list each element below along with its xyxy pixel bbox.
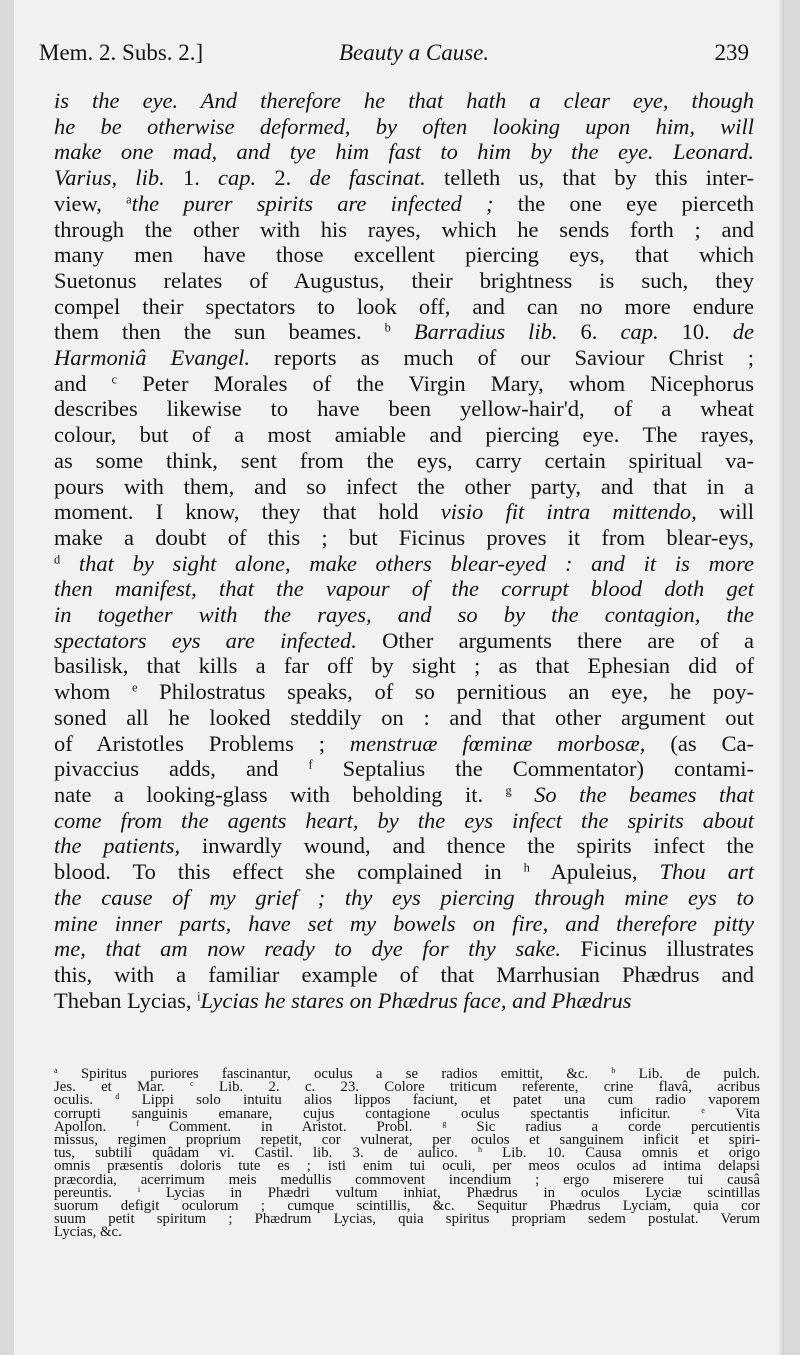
text-run: describes likewise to have been yellow-hair'd, of a wheat	[54, 396, 754, 422]
body-line	[54, 936, 754, 962]
footnote-marker: h	[523, 860, 530, 875]
body-line	[54, 242, 754, 268]
body-line	[54, 731, 754, 757]
footnote-marker: d	[54, 552, 61, 567]
text-run: Lib. 2. c. 23. Colore triticum referente, crine flavâ, acribus	[193, 1079, 760, 1096]
text-run: oculis.	[54, 1092, 116, 1109]
text-run: suorum defigit oculorum ; cumque scintillis, &c. Sequitur Phædrus Lyciam, quia cor	[54, 1198, 760, 1215]
body-line	[54, 499, 754, 525]
text-run: Ficinus illustrates	[561, 936, 754, 962]
text-run: in together with the rayes, and so by the contagion, the	[54, 602, 754, 628]
text-run: compel their spectators to look off, and can no more endure	[54, 293, 754, 319]
footnote-marker: f	[136, 1118, 139, 1128]
text-run: will	[696, 499, 754, 525]
body-line	[54, 551, 754, 577]
text-run: 6.	[557, 319, 621, 345]
text-run: 10.	[658, 319, 733, 345]
text-run: Barradius lib.	[390, 319, 558, 345]
text-run: through the other with his rayes, which he sends forth ; and	[54, 216, 754, 242]
text-run: colour, but of a most amiable and piercing eye. The rayes,	[54, 422, 754, 448]
body-line	[54, 345, 754, 371]
text-run: Lippi solo intuitu alios lippos faciunt, et patet una cum radio vaporem	[119, 1092, 760, 1109]
text-run: whom	[54, 679, 132, 705]
text-run: this, with a familiar example of that Marrhusian Phædrus and	[54, 961, 754, 987]
text-run: me, that am now ready to dye for thy sake.	[54, 936, 561, 962]
text-run: of Aristotles Problems ;	[54, 730, 350, 756]
text-run: the purer spirits are infected ;	[131, 190, 494, 216]
text-run: make one mad, and tye him fast to him by the eye. Leonard.	[54, 139, 754, 165]
footnote-marker: g	[505, 783, 512, 798]
body-line	[54, 474, 754, 500]
text-run: basilisk, that kills a far off by sight ; as that Ephesian did of	[54, 653, 754, 679]
text-run: corrupti sanguinis emanare, cujus contagione oculus spectantis inficitur.	[54, 1105, 702, 1122]
text-run: 2.	[256, 165, 310, 191]
text-run: Spiritus puriores fascinantur, oculus a se radios emittit, &c.	[57, 1066, 612, 1082]
footnote-marker: c	[111, 372, 118, 387]
body-line	[54, 653, 754, 679]
text-run: Lycias he stares on Phædrus face, and Phædrus	[200, 987, 632, 1013]
body-line	[54, 114, 754, 140]
text-run: Lib. 10. Causa omnis et origo	[482, 1145, 760, 1162]
footnote-marker: g	[442, 1118, 447, 1128]
body-line	[54, 705, 754, 731]
body-line	[54, 962, 754, 988]
footnote-marker: i	[197, 989, 201, 1004]
text-run: Sic radius a corde percutientis	[446, 1118, 760, 1135]
text-run: view,	[54, 190, 127, 216]
text-run: So the beames that	[511, 781, 755, 807]
footnote-line	[54, 1226, 760, 1239]
text-run: Comment. in Aristot. Probl.	[138, 1118, 443, 1135]
running-header	[39, 40, 749, 70]
text-run: come from the agents heart, by the eys infect the spirits about	[54, 807, 754, 833]
footnote-line	[54, 1213, 760, 1226]
footnote-marker: f	[308, 757, 313, 772]
body-line	[54, 679, 754, 705]
text-run: Apuleius,	[529, 859, 660, 885]
text-run: Lycias in Phædri vultum inhiat, Phædrus in oculos Lyciæ scintillas	[140, 1184, 761, 1201]
text-run: as some think, sent from the eys, carry certain spiritual va-	[54, 447, 754, 473]
body-line	[54, 294, 754, 320]
text-run: Septalius the Commentator) contami-	[312, 756, 754, 782]
text-run: Vita	[704, 1105, 760, 1122]
text-run: mine inner parts, have set my bowels on fire, and therefore pitty	[54, 910, 754, 936]
body-line	[54, 885, 754, 911]
text-run: tus, subtili quâdam vi. Castil. lib. 3. de aulico.	[54, 1145, 478, 1162]
body-line	[54, 911, 754, 937]
text-run: Thou art	[659, 859, 754, 885]
body-line	[54, 756, 754, 782]
body-line	[54, 628, 754, 654]
body-line	[54, 602, 754, 628]
text-run: Apollon.	[54, 1118, 137, 1135]
text-run: missus, regimen proprium repetit, cor vulnerat, per oculos et sanguinem inficit et spiri-	[54, 1132, 760, 1149]
text-run: is the eye. And therefore he that hath a clear eye, though	[54, 88, 754, 113]
text-run: pereuntis.	[54, 1184, 138, 1201]
body-line	[54, 88, 754, 114]
text-run: Jes. et Mar.	[54, 1079, 190, 1096]
text-run: many men have those excellent piercing eys, that which	[54, 242, 754, 268]
footnote-marker: b	[384, 320, 391, 335]
text-run: de	[732, 319, 754, 345]
text-run: soned all he looked steddily on : and that other argument out	[54, 704, 754, 730]
body-line	[54, 396, 754, 422]
text-run: and	[54, 370, 112, 396]
body-line	[54, 139, 754, 165]
text-run: Other arguments there are of a	[356, 627, 754, 653]
text-run: nate a looking-glass with beholding it.	[54, 781, 506, 807]
text-run: Philostratus speaks, of so pernitious an eye, he poy-	[137, 679, 755, 705]
text-run: Theban Lycias,	[54, 987, 198, 1013]
text-run: make a doubt of this ; but Ficinus proves it from blear-eys,	[54, 524, 754, 550]
header-section-ref: Mem. 2. Subs. 2.]	[39, 40, 204, 65]
text-run: the patients,	[54, 833, 181, 859]
text-run: inwardly wound, and thence the spirits infect the	[180, 833, 754, 859]
body-line	[54, 859, 754, 885]
body-line	[54, 833, 754, 859]
text-run: præcordia, acerrimum meis medullis commovent incendium ; ergo miserere tui causâ	[54, 1171, 760, 1188]
page-number: 239	[714, 40, 749, 65]
text-run: de fascinat.	[309, 165, 426, 191]
body-line	[54, 576, 754, 602]
text-run: menstruæ fœminæ morbosæ,	[349, 730, 646, 756]
footnote-marker: h	[477, 1145, 483, 1155]
text-run: Suetonus relates of Augustus, their brightness is such, they	[54, 267, 754, 293]
body-line	[54, 448, 754, 474]
book-page	[14, 0, 784, 1355]
text-run: spectators eys are infected.	[54, 627, 357, 653]
body-line	[54, 525, 754, 551]
footnote-marker: a	[126, 192, 132, 207]
footnote-marker: i	[137, 1184, 141, 1194]
body-line	[54, 217, 754, 243]
text-run: that by sight alone, make others blear-eyed : and it is more	[60, 550, 754, 576]
text-run: omnis præsentis doloris tute es ; isti enim tui oculi, per meos oculos ad intima delapsi	[54, 1158, 760, 1175]
footnote-marker: b	[611, 1066, 616, 1076]
text-run: cap.	[218, 165, 257, 191]
text-run: 1.	[164, 165, 219, 191]
body-line	[54, 191, 754, 217]
body-line	[54, 422, 754, 448]
text-run: Lib. de pulch.	[615, 1066, 760, 1082]
text-run: telleth us, that by this inter-	[425, 165, 754, 191]
footnote-marker: d	[115, 1092, 120, 1102]
header-title: Beauty a Cause.	[339, 40, 490, 65]
body-text	[54, 88, 754, 1013]
text-run: suum petit spiritum ; Phædrum Lycias, quia spiritus propriam sedem postulat. Verum	[54, 1211, 760, 1228]
text-run: pivaccius adds, and	[54, 756, 309, 782]
text-run: cap.	[620, 319, 659, 345]
footnote-marker: e	[131, 680, 138, 695]
text-run: he be otherwise deformed, by often looking upon him, will	[54, 113, 754, 139]
text-run: then manifest, that the vapour of the corrupt blood doth get	[54, 576, 754, 602]
footnote-marker: c	[190, 1079, 194, 1089]
body-line	[54, 371, 754, 397]
text-run: the one eye pierceth	[493, 190, 754, 216]
footnote-marker: a	[54, 1066, 58, 1076]
body-line	[54, 988, 754, 1014]
body-line	[54, 319, 754, 345]
text-run: blood. To this effect she complained in	[54, 859, 524, 885]
text-run: (as Ca-	[645, 730, 754, 756]
text-run: the cause of my grief ; thy eys piercing through mine eys to	[54, 884, 754, 910]
text-run: them then the sun beames.	[54, 319, 385, 345]
text-run: visio fit intra mittendo,	[440, 499, 697, 525]
text-run: Lycias, &c.	[54, 1224, 122, 1241]
text-run: pours with them, and so infect the other party, and that in a	[54, 473, 754, 499]
footnote-marker: e	[701, 1105, 705, 1115]
text-run: Peter Morales of the Virgin Mary, whom Nicephorus	[117, 370, 754, 396]
body-line	[54, 782, 754, 808]
text-run: Harmoniâ Evangel.	[54, 345, 250, 371]
text-run: Varius, lib.	[54, 165, 165, 191]
body-line	[54, 808, 754, 834]
body-line	[54, 165, 754, 191]
footnotes	[54, 1068, 760, 1240]
body-line	[54, 268, 754, 294]
text-run: reports as much of our Saviour Christ ;	[249, 345, 754, 371]
text-run: moment. I know, they that hold	[54, 499, 441, 525]
